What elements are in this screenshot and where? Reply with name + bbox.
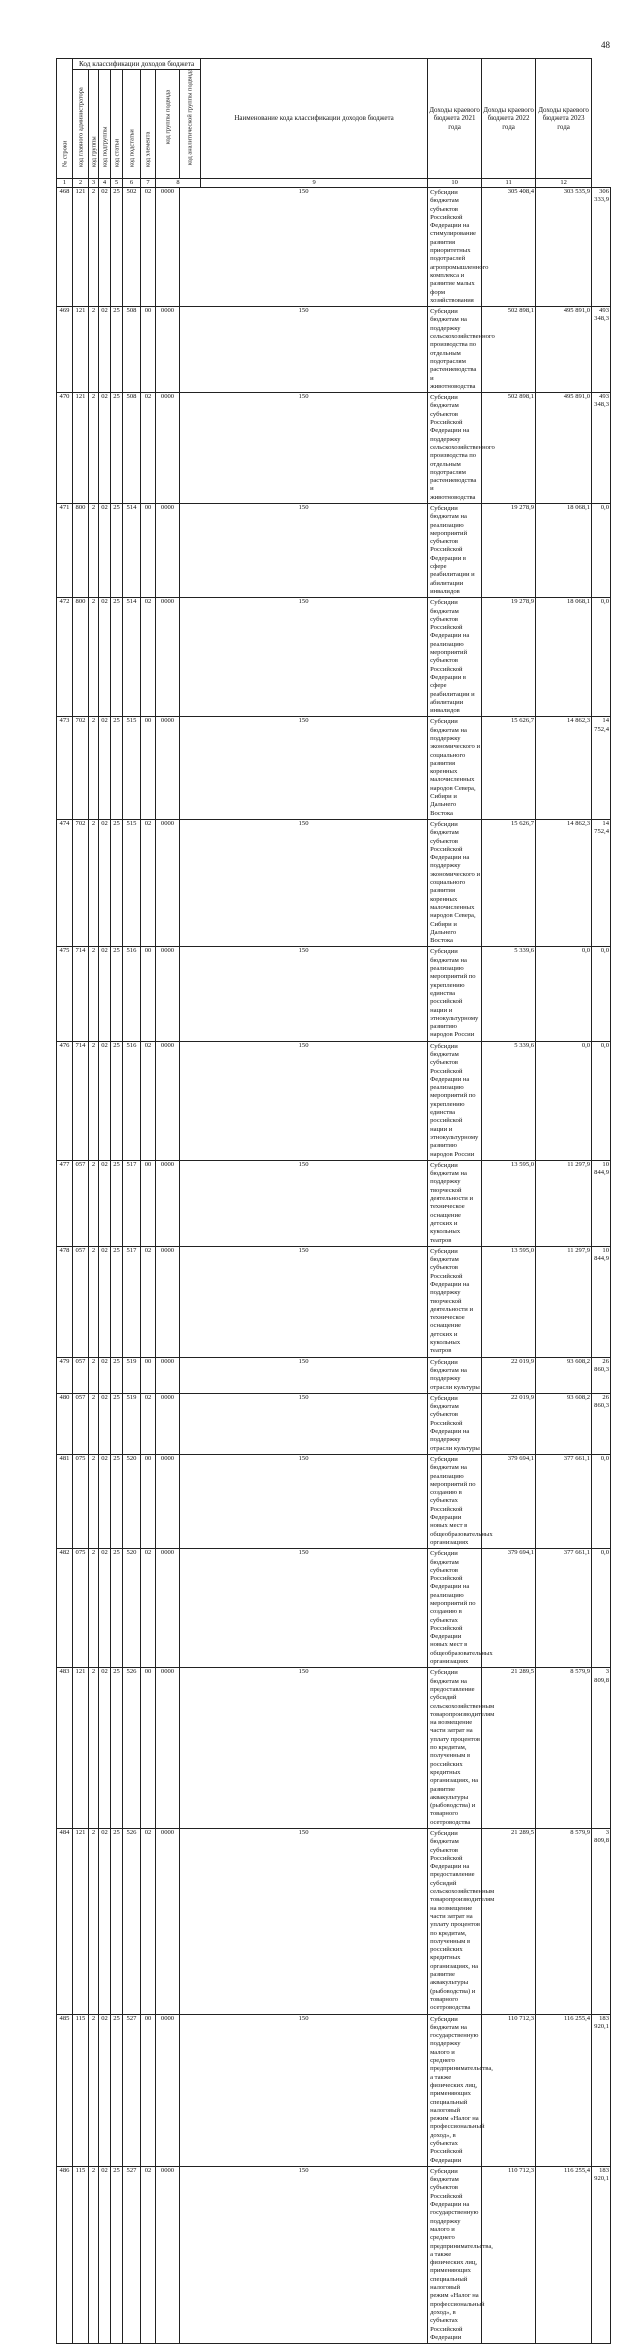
year-2022-header: Доходы краевого бюджета 2022 года (482, 59, 536, 179)
code-cell: 00 (141, 307, 156, 393)
table-row (57, 1160, 611, 1246)
amount-2022: 495 891,0 (536, 307, 592, 393)
row-number: 481 (57, 1454, 73, 1548)
amount-2023: 10 844,9 (592, 1160, 611, 1246)
code-cell: 515 (123, 819, 141, 946)
row-number: 486 (57, 2166, 73, 2343)
code-cell: 527 (123, 2166, 141, 2343)
code-cell: 0000 (156, 1246, 180, 1357)
revenue-name: Субсидии бюджетам на поддержку творческой деятельности и техническое оснащение детских и кукольных театров (428, 1160, 482, 1246)
code-cell: 0000 (156, 1393, 180, 1454)
code-cell: 150 (180, 1041, 428, 1160)
amount-2022: 377 661,1 (536, 1549, 592, 1668)
table-row (57, 1549, 611, 1668)
row-number: 480 (57, 1393, 73, 1454)
code-cell: 2 (89, 503, 99, 597)
code-cell: 527 (123, 2014, 141, 2166)
amount-2022: 8 579,9 (536, 1829, 592, 2015)
code-cell: 02 (141, 819, 156, 946)
table-row (57, 1668, 611, 1829)
code-cell: 150 (180, 598, 428, 717)
amount-2023: 3 809,8 (592, 1668, 611, 1829)
amount-2022: 14 862,3 (536, 717, 592, 820)
code-cell: 2 (89, 1357, 99, 1393)
code-cell: 25 (111, 819, 123, 946)
revenue-name: Субсидии бюджетам субъектов Российской Федерации на поддержку экономического и социального развития коренных малочисленных народов Севера, Сибири и Дальнего Востока (428, 819, 482, 946)
amount-2022: 0,0 (536, 947, 592, 1041)
code-cell: 2 (89, 1829, 99, 2015)
amount-2021: 502 898,1 (482, 393, 536, 504)
code-cell: 00 (141, 1454, 156, 1548)
code-cell: 2 (89, 819, 99, 946)
code-cell: 702 (73, 717, 89, 820)
amount-2022: 18 068,1 (536, 598, 592, 717)
code-cell: 25 (111, 307, 123, 393)
code-cell: 2 (89, 717, 99, 820)
table-row (57, 393, 611, 504)
row-number: 470 (57, 393, 73, 504)
code-cell: 00 (141, 503, 156, 597)
revenue-name: Субсидии бюджетам субъектов Российской Федерации на поддержку творческой деятельности и техническое оснащение детских и кукольных театров (428, 1246, 482, 1357)
code-cell: 0000 (156, 1160, 180, 1246)
amount-2022: 377 661,1 (536, 1454, 592, 1548)
code-header-7: код группы подвида (156, 70, 180, 179)
revenue-name: Субсидии бюджетам субъектов Российской Федерации на государственную поддержку малого и среднего предпринимательства, а также физических лиц, применяющих специальный налоговый режим «Налог на профессиональный доход», в субъектах Российской Федерации (428, 2166, 482, 2343)
amount-2023: 10 844,9 (592, 1246, 611, 1357)
code-cell: 517 (123, 1246, 141, 1357)
amount-2022: 93 608,2 (536, 1357, 592, 1393)
table-row (57, 1393, 611, 1454)
code-cell: 121 (73, 307, 89, 393)
code-cell: 150 (180, 393, 428, 504)
amount-2021: 19 278,9 (482, 598, 536, 717)
code-cell: 25 (111, 2166, 123, 2343)
revenue-name: Субсидии бюджетам на поддержку отрасли культуры (428, 1357, 482, 1393)
code-cell: 25 (111, 393, 123, 504)
code-cell: 00 (141, 1160, 156, 1246)
code-cell: 150 (180, 1357, 428, 1393)
code-cell: 25 (111, 503, 123, 597)
row-number: 478 (57, 1246, 73, 1357)
code-cell: 2 (89, 1160, 99, 1246)
amount-2022: 495 891,0 (536, 393, 592, 504)
code-cell: 121 (73, 188, 89, 307)
amount-2023: 183 920,1 (592, 2014, 611, 2166)
code-cell: 514 (123, 598, 141, 717)
code-cell: 0000 (156, 717, 180, 820)
year-2023-header: Доходы краевого бюджета 2023 года (536, 59, 592, 179)
code-cell: 714 (73, 947, 89, 1041)
code-cell: 25 (111, 1160, 123, 1246)
code-cell: 02 (99, 1829, 111, 2015)
column-number: 1 (57, 179, 73, 188)
revenue-name: Субсидии бюджетам субъектов Российской Федерации на реализацию мероприятий субъектов Российской Федерации в сфере реабилитации и абилитации инвалидов (428, 598, 482, 717)
amount-2022: 8 579,9 (536, 1668, 592, 1829)
code-cell: 502 (123, 188, 141, 307)
code-cell: 00 (141, 717, 156, 820)
code-cell: 02 (141, 1829, 156, 2015)
code-cell: 00 (141, 947, 156, 1041)
code-cell: 02 (99, 1357, 111, 1393)
amount-2021: 110 712,3 (482, 2166, 536, 2343)
amount-2022: 11 297,9 (536, 1246, 592, 1357)
amount-2023: 306 333,9 (592, 188, 611, 307)
code-cell: 508 (123, 307, 141, 393)
amount-2021: 13 595,0 (482, 1246, 536, 1357)
amount-2023: 0,0 (592, 598, 611, 717)
amount-2021: 502 898,1 (482, 307, 536, 393)
amount-2023: 14 752,4 (592, 819, 611, 946)
amount-2022: 93 608,2 (536, 1393, 592, 1454)
code-cell: 0000 (156, 598, 180, 717)
code-cell: 25 (111, 188, 123, 307)
code-cell: 115 (73, 2014, 89, 2166)
column-number: 12 (536, 179, 592, 188)
code-cell: 25 (111, 1246, 123, 1357)
amount-2021: 19 278,9 (482, 503, 536, 597)
amount-2021: 22 019,9 (482, 1357, 536, 1393)
code-cell: 02 (141, 598, 156, 717)
row-number: 475 (57, 947, 73, 1041)
row-number: 473 (57, 717, 73, 820)
code-cell: 00 (141, 1357, 156, 1393)
classification-group-header: Код классификации доходов бюджета (73, 59, 201, 70)
row-number: 471 (57, 503, 73, 597)
code-cell: 2 (89, 2014, 99, 2166)
code-cell: 150 (180, 1668, 428, 1829)
code-cell: 02 (99, 307, 111, 393)
code-cell: 02 (99, 1246, 111, 1357)
table-row (57, 1454, 611, 1548)
column-number: 8 (156, 179, 201, 188)
amount-2021: 110 712,3 (482, 2014, 536, 2166)
code-cell: 02 (99, 1549, 111, 1668)
code-cell: 150 (180, 2014, 428, 2166)
code-cell: 00 (141, 2014, 156, 2166)
code-cell: 2 (89, 598, 99, 717)
amount-2021: 5 339,6 (482, 947, 536, 1041)
code-cell: 150 (180, 2166, 428, 2343)
amount-2023: 0,0 (592, 1454, 611, 1548)
amount-2022: 116 255,4 (536, 2014, 592, 2166)
amount-2022: 303 535,9 (536, 188, 592, 307)
revenue-name: Субсидии бюджетам на предоставление субсидий сельскохозяйственным товаропроизводителям на возмещение части затрат на уплату процентов по кредитам, полученным в российских кредитных организациях, на развитие аквакультуры (рыбоводства) и товарного осетроводства (428, 1668, 482, 1829)
code-cell: 115 (73, 2166, 89, 2343)
revenue-name: Субсидии бюджетам на реализацию мероприятий по укреплению единства российской нации и этнокультурному развитию народов России (428, 947, 482, 1041)
code-cell: 02 (141, 1549, 156, 1668)
amount-2021: 22 019,9 (482, 1393, 536, 1454)
code-cell: 0000 (156, 503, 180, 597)
revenue-name: Субсидии бюджетам на реализацию мероприятий по созданию в субъектах Российской Федерации новых мест в общеобразовательных организациях (428, 1454, 482, 1548)
row-number: 477 (57, 1160, 73, 1246)
amount-2021: 15 626,7 (482, 717, 536, 820)
amount-2023: 3 809,8 (592, 1829, 611, 2015)
amount-2023: 0,0 (592, 1041, 611, 1160)
code-cell: 2 (89, 1668, 99, 1829)
amount-2021: 21 289,5 (482, 1829, 536, 2015)
code-cell: 02 (99, 819, 111, 946)
amount-2022: 14 862,3 (536, 819, 592, 946)
name-header: Наименование кода классификации доходов бюджета (201, 59, 428, 179)
code-cell: 150 (180, 188, 428, 307)
revenue-name: Субсидии бюджетам субъектов Российской Федерации на поддержку сельскохозяйственного производства по отдельным подотраслям растениеводства и животноводства (428, 393, 482, 504)
code-cell: 02 (99, 717, 111, 820)
table-row (57, 1246, 611, 1357)
code-cell: 075 (73, 1454, 89, 1548)
code-cell: 25 (111, 947, 123, 1041)
code-cell: 514 (123, 503, 141, 597)
code-cell: 517 (123, 1160, 141, 1246)
code-cell: 150 (180, 1454, 428, 1548)
code-cell: 150 (180, 1393, 428, 1454)
column-number: 7 (141, 179, 156, 188)
code-cell: 702 (73, 819, 89, 946)
code-cell: 508 (123, 393, 141, 504)
code-cell: 121 (73, 1829, 89, 2015)
code-cell: 519 (123, 1393, 141, 1454)
row-number: 483 (57, 1668, 73, 1829)
table-row (57, 1357, 611, 1393)
amount-2023: 0,0 (592, 503, 611, 597)
amount-2022: 18 068,1 (536, 503, 592, 597)
code-cell: 057 (73, 1246, 89, 1357)
row-number: 469 (57, 307, 73, 393)
code-cell: 150 (180, 819, 428, 946)
table-row (57, 2166, 611, 2343)
code-cell: 0000 (156, 1357, 180, 1393)
code-cell: 25 (111, 1668, 123, 1829)
revenue-name: Субсидии бюджетам на реализацию мероприятий субъектов Российской Федерации в сфере реабилитации и абилитации инвалидов (428, 503, 482, 597)
revenue-name: Субсидии бюджетам на поддержку сельскохозяйственного производства по отдельным подотраслям растениеводства и животноводства (428, 307, 482, 393)
amount-2021: 5 339,6 (482, 1041, 536, 1160)
revenue-name: Субсидии бюджетам субъектов Российской Федерации на поддержку отрасли культуры (428, 1393, 482, 1454)
code-cell: 0000 (156, 188, 180, 307)
code-cell: 057 (73, 1393, 89, 1454)
revenue-name: Субсидии бюджетам субъектов Российской Федерации на реализацию мероприятий по созданию в субъектах Российской Федерации новых мест в общеобразовательных организациях (428, 1549, 482, 1668)
code-cell: 520 (123, 1454, 141, 1548)
code-cell: 0000 (156, 307, 180, 393)
year-2021-header: Доходы краевого бюджета 2021 года (428, 59, 482, 179)
row-number: 479 (57, 1357, 73, 1393)
amount-2021: 21 289,5 (482, 1668, 536, 1829)
code-cell: 075 (73, 1549, 89, 1668)
amount-2021: 379 694,1 (482, 1549, 536, 1668)
code-cell: 25 (111, 1829, 123, 2015)
code-cell: 02 (99, 1454, 111, 1548)
row-number: 484 (57, 1829, 73, 2015)
amount-2023: 183 920,1 (592, 2166, 611, 2343)
code-header-2: код группы (89, 70, 99, 179)
revenue-name: Субсидии бюджетам субъектов Российской Федерации на предоставление субсидий сельскохозяйственным товаропроизводителям на возмещение части затрат на уплату процентов по кредитам, полученным в российских кредитных организациях, на развитие аквакультуры (рыбоводства) и товарного осетроводства (428, 1829, 482, 2015)
amount-2023: 26 860,3 (592, 1357, 611, 1393)
amount-2023: 14 752,4 (592, 717, 611, 820)
code-cell: 02 (141, 393, 156, 504)
code-cell: 25 (111, 717, 123, 820)
column-number: 2 (73, 179, 89, 188)
code-cell: 02 (141, 1246, 156, 1357)
code-cell: 02 (99, 2014, 111, 2166)
code-cell: 02 (99, 503, 111, 597)
code-header-6: код элемента (141, 70, 156, 179)
code-cell: 526 (123, 1668, 141, 1829)
row-number: 468 (57, 188, 73, 307)
code-header-3: код подгруппы (99, 70, 111, 179)
revenue-name: Субсидии бюджетам на государственную поддержку малого и среднего предпринимательства, а также физических лиц, применяющих специальный налоговый режим «Налог на профессиональный доход», в субъектах Российской Федерации (428, 2014, 482, 2166)
code-cell: 02 (141, 1041, 156, 1160)
code-cell: 25 (111, 598, 123, 717)
column-number: 10 (428, 179, 482, 188)
code-cell: 2 (89, 947, 99, 1041)
amount-2023: 26 860,3 (592, 1393, 611, 1454)
code-cell: 25 (111, 1041, 123, 1160)
amount-2021: 13 595,0 (482, 1160, 536, 1246)
code-header-5: код подстатьи (123, 70, 141, 179)
code-cell: 057 (73, 1357, 89, 1393)
revenue-name: Субсидии бюджетам субъектов Российской Федерации на реализацию мероприятий по укреплению единства российской нации и этнокультурному развитию народов России (428, 1041, 482, 1160)
row-number: 476 (57, 1041, 73, 1160)
table-row (57, 188, 611, 307)
code-cell: 515 (123, 717, 141, 820)
code-cell: 057 (73, 1160, 89, 1246)
code-cell: 0000 (156, 1454, 180, 1548)
table-row (57, 503, 611, 597)
column-number: 5 (111, 179, 123, 188)
table-row (57, 819, 611, 946)
code-cell: 516 (123, 1041, 141, 1160)
code-cell: 25 (111, 1393, 123, 1454)
column-number: 4 (99, 179, 111, 188)
code-cell: 25 (111, 1454, 123, 1548)
code-cell: 2 (89, 393, 99, 504)
amount-2023: 0,0 (592, 1549, 611, 1668)
table-row (57, 2014, 611, 2166)
code-cell: 25 (111, 1357, 123, 1393)
code-cell: 2 (89, 307, 99, 393)
code-cell: 02 (99, 1668, 111, 1829)
amount-2021: 379 694,1 (482, 1454, 536, 1548)
code-cell: 00 (141, 1668, 156, 1829)
revenue-name: Субсидии бюджетам субъектов Российской Федерации на стимулирование развития приоритетных подотраслей агропромышленного комплекса и развитие малых форм хозяйствования (428, 188, 482, 307)
code-cell: 150 (180, 503, 428, 597)
code-cell: 02 (99, 1393, 111, 1454)
code-cell: 2 (89, 1549, 99, 1668)
code-cell: 02 (99, 188, 111, 307)
code-cell: 2 (89, 1454, 99, 1548)
code-cell: 25 (111, 2014, 123, 2166)
code-header-8: код аналитической группы подвида (180, 70, 201, 179)
row-number: 485 (57, 2014, 73, 2166)
page-number: 48 (601, 40, 610, 50)
code-cell: 150 (180, 717, 428, 820)
code-cell: 0000 (156, 947, 180, 1041)
table-row (57, 1829, 611, 2015)
amount-2021: 305 408,4 (482, 188, 536, 307)
code-cell: 02 (99, 598, 111, 717)
code-cell: 02 (141, 2166, 156, 2343)
column-number: 3 (89, 179, 99, 188)
code-cell: 02 (99, 2166, 111, 2343)
code-cell: 800 (73, 503, 89, 597)
code-cell: 02 (99, 1041, 111, 1160)
code-header-4: код статьи (111, 70, 123, 179)
code-cell: 121 (73, 393, 89, 504)
code-cell: 0000 (156, 393, 180, 504)
row-number: 482 (57, 1549, 73, 1668)
table-row (57, 947, 611, 1041)
code-cell: 2 (89, 2166, 99, 2343)
column-number: 9 (201, 179, 428, 188)
row-number: 472 (57, 598, 73, 717)
code-cell: 0000 (156, 819, 180, 946)
table-row (57, 1041, 611, 1160)
column-number: 11 (482, 179, 536, 188)
code-cell: 0000 (156, 2014, 180, 2166)
code-cell: 150 (180, 1829, 428, 2015)
code-cell: 02 (99, 1160, 111, 1246)
code-cell: 526 (123, 1829, 141, 2015)
column-number: 6 (123, 179, 141, 188)
code-cell: 02 (99, 947, 111, 1041)
code-cell: 0000 (156, 2166, 180, 2343)
code-cell: 2 (89, 1041, 99, 1160)
amount-2022: 116 255,4 (536, 2166, 592, 2343)
code-cell: 2 (89, 1246, 99, 1357)
amount-2022: 11 297,9 (536, 1160, 592, 1246)
code-cell: 800 (73, 598, 89, 717)
code-cell: 02 (141, 188, 156, 307)
code-cell: 150 (180, 1549, 428, 1668)
code-cell: 150 (180, 1246, 428, 1357)
code-cell: 121 (73, 1668, 89, 1829)
code-cell: 0000 (156, 1668, 180, 1829)
code-cell: 02 (99, 393, 111, 504)
table-row (57, 598, 611, 717)
amount-2023: 493 348,3 (592, 307, 611, 393)
code-cell: 0000 (156, 1549, 180, 1668)
code-cell: 2 (89, 1393, 99, 1454)
code-cell: 519 (123, 1357, 141, 1393)
code-cell: 25 (111, 1549, 123, 1668)
amount-2023: 493 348,3 (592, 393, 611, 504)
code-cell: 0000 (156, 1829, 180, 2015)
code-cell: 0000 (156, 1041, 180, 1160)
code-header-1: код главного администратора (73, 70, 89, 179)
code-cell: 516 (123, 947, 141, 1041)
code-cell: 150 (180, 307, 428, 393)
amount-2021: 15 626,7 (482, 819, 536, 946)
code-cell: 714 (73, 1041, 89, 1160)
revenue-name: Субсидии бюджетам на поддержку экономического и социального развития коренных малочисленных народов Севера, Сибири и Дальнего Востока (428, 717, 482, 820)
amount-2023: 0,0 (592, 947, 611, 1041)
code-cell: 2 (89, 188, 99, 307)
row-number-header: № строки (57, 59, 73, 179)
code-cell: 520 (123, 1549, 141, 1668)
code-cell: 02 (141, 1393, 156, 1454)
code-cell: 150 (180, 947, 428, 1041)
table-row (57, 717, 611, 820)
amount-2022: 0,0 (536, 1041, 592, 1160)
budget-revenue-table (56, 58, 611, 2344)
row-number: 474 (57, 819, 73, 946)
code-cell: 150 (180, 1160, 428, 1246)
table-row (57, 307, 611, 393)
